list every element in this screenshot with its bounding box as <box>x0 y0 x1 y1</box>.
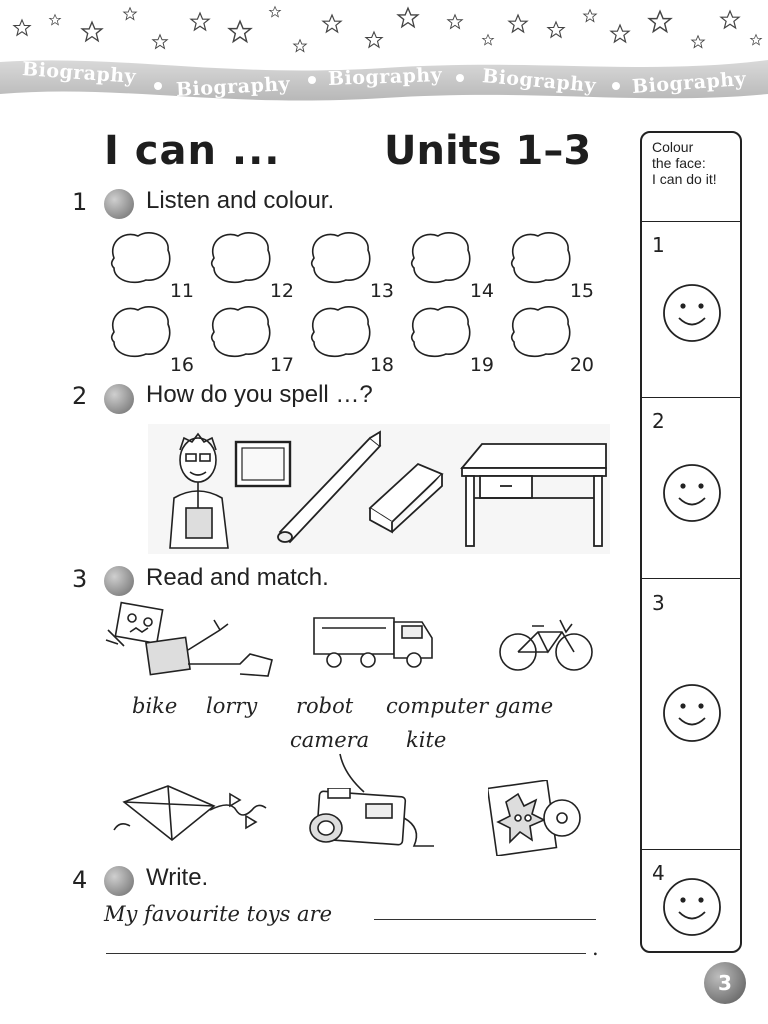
blob-shape <box>206 228 276 288</box>
colour-blob[interactable] <box>306 302 396 376</box>
section-number: 4 <box>652 861 665 885</box>
lorry-drawing <box>310 610 436 670</box>
kite-picture <box>110 780 270 854</box>
page-number-badge: 3 <box>704 962 746 1004</box>
blob-shape <box>406 302 476 362</box>
exercise-number: 2 <box>72 382 88 410</box>
match-word[interactable]: lorry <box>206 694 258 718</box>
page-title: I can ... <box>104 128 281 174</box>
exercise-instruction: Write. <box>146 864 209 891</box>
exercise-number: 3 <box>72 565 88 593</box>
panel-divider <box>642 849 740 850</box>
blob-shape <box>206 302 276 362</box>
blob-number: 20 <box>569 354 594 376</box>
blob-shape <box>106 302 176 362</box>
exercise-number: 1 <box>72 188 88 216</box>
smiley-face-icon[interactable] <box>662 283 722 343</box>
colour-blob[interactable] <box>406 228 496 302</box>
blob-number: 17 <box>269 354 294 376</box>
match-word[interactable]: computer game <box>386 694 554 718</box>
colour-blob[interactable] <box>306 228 396 302</box>
exercise-instruction: Read and match. <box>146 564 329 591</box>
blob-number: 13 <box>369 280 394 302</box>
board-picture <box>236 442 290 486</box>
answer-line[interactable] <box>106 953 586 954</box>
blob-number: 11 <box>169 280 194 302</box>
listening-cd-icon <box>104 189 134 219</box>
spell-illustration <box>148 424 610 554</box>
blob-number: 18 <box>369 354 394 376</box>
robot-picture <box>100 600 280 684</box>
blob-shape <box>306 228 376 288</box>
write-prompt: My favourite toys are <box>104 902 333 926</box>
banner-label: Biography <box>21 58 137 88</box>
colour-blob[interactable] <box>206 302 296 376</box>
bike-drawing <box>496 612 596 674</box>
spell-pictures <box>148 424 610 558</box>
kite-drawing <box>110 780 270 850</box>
blob-shape <box>406 228 476 288</box>
pencil-icon <box>104 866 134 896</box>
smiley-face-icon[interactable] <box>662 877 722 937</box>
panel-divider <box>642 397 740 398</box>
section-number: 3 <box>652 591 665 615</box>
robot-drawing <box>100 600 280 680</box>
camera-picture <box>304 788 440 854</box>
section-number: 2 <box>652 409 665 433</box>
colour-blob[interactable] <box>506 228 596 302</box>
exercise-number: 4 <box>72 866 88 894</box>
panel-header-line: I can do it! <box>652 171 717 187</box>
smiley-face-icon[interactable] <box>662 463 722 523</box>
computer-game-drawing <box>488 780 588 856</box>
biography-banner <box>0 0 768 110</box>
match-word[interactable]: camera <box>290 728 370 752</box>
blob-shape <box>506 302 576 362</box>
match-word[interactable]: robot <box>296 694 354 718</box>
match-word[interactable]: kite <box>406 728 447 752</box>
exercise-instruction: How do you spell …? <box>146 381 373 408</box>
full-stop: . <box>592 936 599 960</box>
blob-shape <box>106 228 176 288</box>
units-title: Units 1–3 <box>384 128 592 174</box>
panel-header <box>652 139 717 187</box>
blob-number: 12 <box>269 280 294 302</box>
match-word[interactable]: bike <box>132 694 178 718</box>
self-assessment-panel <box>640 131 742 953</box>
computer-game-picture <box>488 780 588 860</box>
section-number: 1 <box>652 233 665 257</box>
magnifier-icon <box>104 566 134 596</box>
blob-number: 19 <box>469 354 494 376</box>
answer-line[interactable] <box>374 919 596 920</box>
blob-shape <box>306 302 376 362</box>
banner-label: Biography <box>631 68 747 98</box>
colour-blob[interactable] <box>506 302 596 376</box>
blob-number: 14 <box>469 280 494 302</box>
banner-label: Biography <box>175 73 291 101</box>
smiley-face-icon[interactable] <box>662 683 722 743</box>
colour-blob[interactable] <box>206 228 296 302</box>
panel-header-line: Colour <box>652 139 694 155</box>
colour-blob[interactable] <box>406 302 496 376</box>
panel-header-line: the face: <box>652 155 706 171</box>
bike-picture <box>496 612 596 678</box>
panel-divider <box>642 578 740 579</box>
lorry-picture <box>310 610 436 674</box>
blob-number: 15 <box>569 280 594 302</box>
exercise-instruction: Listen and colour. <box>146 187 335 214</box>
blob-number: 16 <box>169 354 194 376</box>
panel-divider <box>642 221 740 222</box>
banner-label: Biography <box>327 64 443 90</box>
colour-blob[interactable] <box>106 302 196 376</box>
banner-label: Biography <box>481 65 597 97</box>
blob-shape <box>506 228 576 288</box>
camera-drawing <box>304 788 440 850</box>
colour-blob[interactable] <box>106 228 196 302</box>
speech-bubble-icon <box>104 384 134 414</box>
